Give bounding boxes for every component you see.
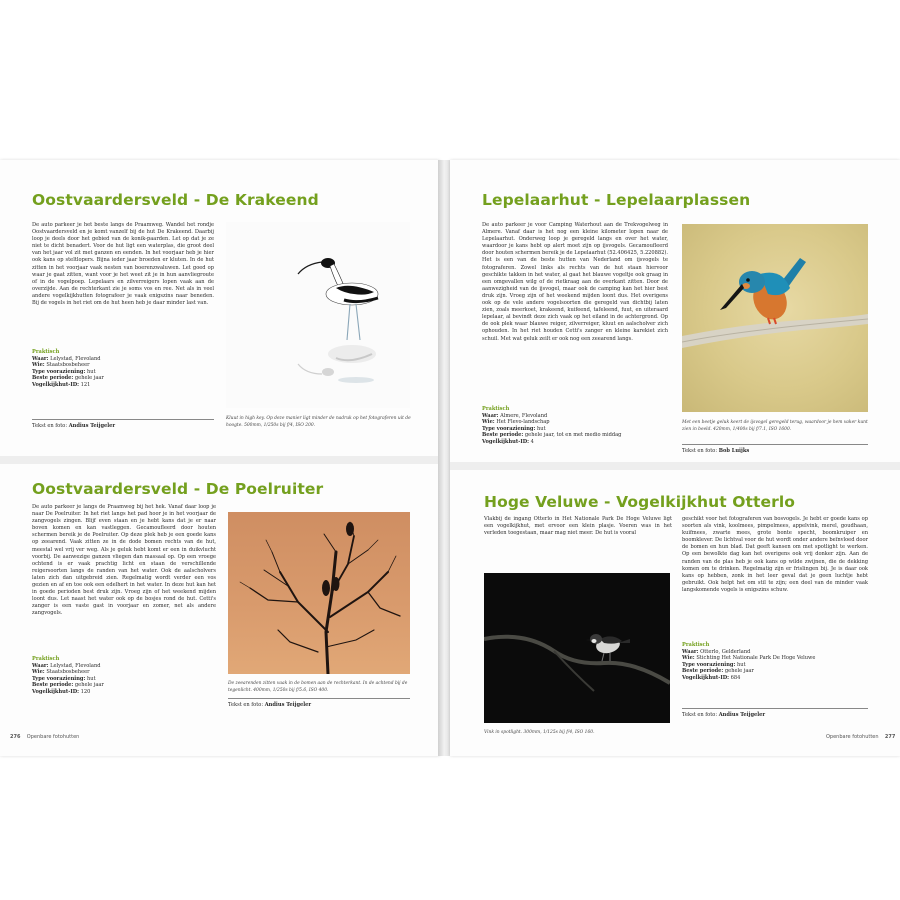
page-number-left: 276 [10,734,21,740]
left-page [0,160,440,756]
praktisch-row: Wie: Het Flevo-landschap [482,419,550,426]
footer-label-right: Openbare fotohutten [826,734,879,740]
section-body-poelruiter: De auto parkeer je langs de Praamweg bij het hek. Vanaf daar loop je naar De Poelruiter. In het riet langs het pad hoor je in het voorjaar de zangvogels zingen. Blijf even staan en je hebt kans dat je er naar boven komen en kan vastleggen. Gecamoufleerd door houten schermen bereik je de Poelruiter. Op deze plek heb je een goede kans op zeearend. Vaak zitten ze in de dode bomen rechts van de hut, meestal wel vrij ver weg. Als je geluk hebt komt er een in duikvlucht voorbij. De aanwezige ganzen vliegen dan massaal op. Op een vroege ochtend is er vaak prachtig licht en staan de verschillende reigersoorten langs de randen van het water. Ook de aalscholvers laten zich dan uitgebreid zien. Regelmatig wordt verder een vos gezien en af en toe ook een edelhert in het water. In deze hut kan het in goede perioden best druk zijn. Vroeg zijn of het weekend mijden loont dus. Let naast het water ook op de bosjes rond de hut. Cetti's zanger is een vaste gast in voorjaar en zomer, net als andere zangvogels. [32,504,216,617]
section-body-hoge-veluwe-col1: Vlakbij de ingang Otterlo in Het Nationale Park De Hoge Veluwe ligt een vogelkijkhut, met ervoor een klein plasje. Voeren was in het verleden toegestaan, maar mag niet meer. De hut is vooral [484,516,672,537]
photo-caption-poelruiter: De zeearenden zitten vaak in de bomen aan de rechterkant. In de achtend bij de tegenlicht. 400mm, 1/250s bij f/5.6, ISO 400. [228,681,408,693]
photo-credit-krakeend: Tekst en foto: Andius Teijgeler [32,419,214,429]
praktisch-poelruiter [32,656,104,696]
praktisch-row: Vogelkijkhut-ID: 4 [482,438,534,445]
praktisch-lepelaarhut [482,406,621,446]
page-footer-left [10,734,79,740]
section-title-poelruiter: Oostvaardersveld - De Poelruiter [32,480,324,498]
praktisch-row: Waar: Otterlo, Gelderland [682,648,751,655]
photo-caption-krakeend: Kluut in high key. Op deze manier ligt minder de nadruk op het fotograferen uit de hoogte. 500mm, 1/250s bij f/4, ISO 200. [226,416,411,428]
praktisch-row: Beste periode: gehele jaar [32,682,104,689]
section-divider [0,456,440,464]
praktisch-heading: Praktisch [32,349,60,355]
praktisch-krakeend [32,349,104,389]
section-title-hoge-veluwe: Hoge Veluwe - Vogelkijkhut Otterlo [484,493,796,511]
photo-caption-hoge-veluwe: Vink in spotlight. 300mm, 1/125s bij f/4, ISO 160. [484,730,595,736]
praktisch-row: Vogelkijkhut-ID: 121 [32,381,91,388]
praktisch-heading: Praktisch [682,642,710,648]
praktisch-row: Vogelkijkhut-ID: 684 [682,674,741,681]
avocet-illustration [226,222,410,408]
praktisch-row: Beste periode: gehele jaar [32,375,104,382]
praktisch-row: Waar: Almere, Flevoland [482,412,548,419]
section-body-krakeend: De auto parkeer je het beste langs de Praamweg. Wandel het rondje Oostvaardersveld en je komt vanzelf bij de hut De Krakeend. Daarbij loop je deels door het gebied van de konik-paarden. Let op dat je ze niet te dicht benadert. Voor de hut ligt een waterplas, die groot deel van het jaar vol zit met ganzen en eenden. In het voorjaar heb je hier ook kans op steltlopers. Bijna ieder jaar broeden er kluten. In de hut zitten in het voorjaar vaak nesten van boerenzwaluwen. Let goed op waar je gaat zitten, want voor je het weet zit je in hun aanvliegroute of in de vogelpoep. Lepelaars en zilverreigers lopen vaak aan de overzijde. Aan de rechterkant zie je soms vos en ree. Net als in veel andere vogelkijkhutten fotografeer je vaak enigszins naar beneden. Bij de vogels in het riet om de hut heen heb je daar minder last van. [32,222,214,307]
right-page [450,160,900,756]
section-body-hoge-veluwe-col2: geschikt voor het fotograferen van bosvogels. Je hebt er goede kans op soorten als vink, koolmees, pimpelmees, appelvink, merel, goudhaan, kuifmees, zwarte mees, grote bonte specht, boomkruiper en boomklever. De lichtval voor de hut wordt onder andere beïnvloed door de bomen en hun blad. Dat geeft kansen om met spotlight te werken. Op een bewolkte dag kan het overigens ook vrij donker zijn. Aan de randen van de plas heb je ook kans op wilde zwijnen, die de dekking komen om te drinken. Regelmatig zijn er frislingen bij. Je is daar ook kans op hebben, zonk in het leer geval dat je geen luchtje hebt gebruikt. Ook helpt het om stil te zijn; een deel van de minder vaak langskomende vogels is enigszins schuw. [682,516,868,593]
praktisch-row: Beste periode: gehele jaar, tot en met medio middag [482,432,622,439]
praktisch-row: Type vooraziening: hut [682,661,746,668]
photo-vink [484,573,670,723]
praktisch-row: Waar: Lelystad, Flevoland [32,355,101,362]
praktisch-row: Beste periode: gehele jaar [682,668,754,675]
tree-silhouette [228,512,410,674]
praktisch-row: Type vooraziening: hut [32,368,96,375]
praktisch-hoge-veluwe [682,642,815,682]
photo-credit-hoge-veluwe: Tekst en foto: Andius Teijgeler [682,708,868,718]
photo-eagles-tree [228,512,410,674]
photo-caption-lepelaarhut: Met een beetje geluk keert de ijsvogel geregeld terug, waardoor je hem vaker kunt zien in beeld. 420mm, 1/400s bij f/7.1, ISO 1600. [682,420,868,432]
praktisch-heading: Praktisch [32,656,60,662]
section-body-lepelaarhut: De auto parkeer je voor Camping Waterhout aan de Trekvogelweg in Almere. Vanaf daar is het nog een kleine kilometer lopen naar de Lepelaarhut. Onderweg loop je geregeld langs en over het water, waardoor je kans hebt op alert moet zijn op ijsvogels. Gecamoufleerd door houten schermen bereik je de Lepelaarhut (52.406425, 5.220882). Het is een van de beste hutten van Nederland om ijsvogels te fotograferen. Zowel links als rechts van de hut staan hiervoor geschikte takken in het water, al gaat het blauwe vogeltje ook graag in een omgevallen wilg of de rietkraag aan de overkant zitten. Door de aanwezigheid van de ijsvogel, maar ook de camping kan het hier best druk zijn. Vroeg zijn of het weekend mijden loont dus. Het overigens ook op de vele andere vogelsoorten die geregeld van dichtbij laten zien, zoals meerkoet, krakeend, kuifeend, tafeleend, fuut, en uiteraard lepelaar, al bevindt deze zich vaak op het eiland in de achtergrond. Op de ook plek waar blauwe reiger, zilverreiger, kluut en aalscholver zich ophouden. In het riet houden Cetti's zanger en kleine karekiet zich schuil. Met wat geluk zeilt er ook nog een zeearend langs. [482,222,668,342]
praktisch-row: Wie: Staatsbosbeheer [32,669,90,676]
photo-credit-lepelaarhut: Tekst en foto: Bob Luijks [682,444,868,454]
praktisch-row: Wie: Staatsbosbeheer [32,362,90,369]
section-divider [450,462,900,470]
praktisch-row: Type vooraziening: hut [482,425,546,432]
praktisch-heading: Praktisch [482,406,510,412]
vink-illustration [484,573,670,723]
section-title-krakeend: Oostvaardersveld - De Krakeend [32,191,319,209]
praktisch-row: Waar: Lelystad, Flevoland [32,662,101,669]
praktisch-row: Wie: Stichting Het Nationale Park De Hoge Veluwe [682,655,816,662]
footer-label-left: Openbare fotohutten [26,734,80,740]
kingfisher-illustration [682,224,868,412]
photo-kingfisher [682,224,868,412]
praktisch-row: Type vooraziening: hut [32,675,96,682]
section-title-lepelaarhut: Lepelaarhut - Lepelaarplassen [482,191,751,209]
page-footer-right [826,734,895,740]
photo-credit-poelruiter: Tekst en foto: Andius Teijgeler [228,698,410,708]
praktisch-row: Vogelkijkhut-ID: 120 [32,688,91,695]
photo-avocet [226,222,410,408]
page-number-right: 277 [884,734,896,740]
